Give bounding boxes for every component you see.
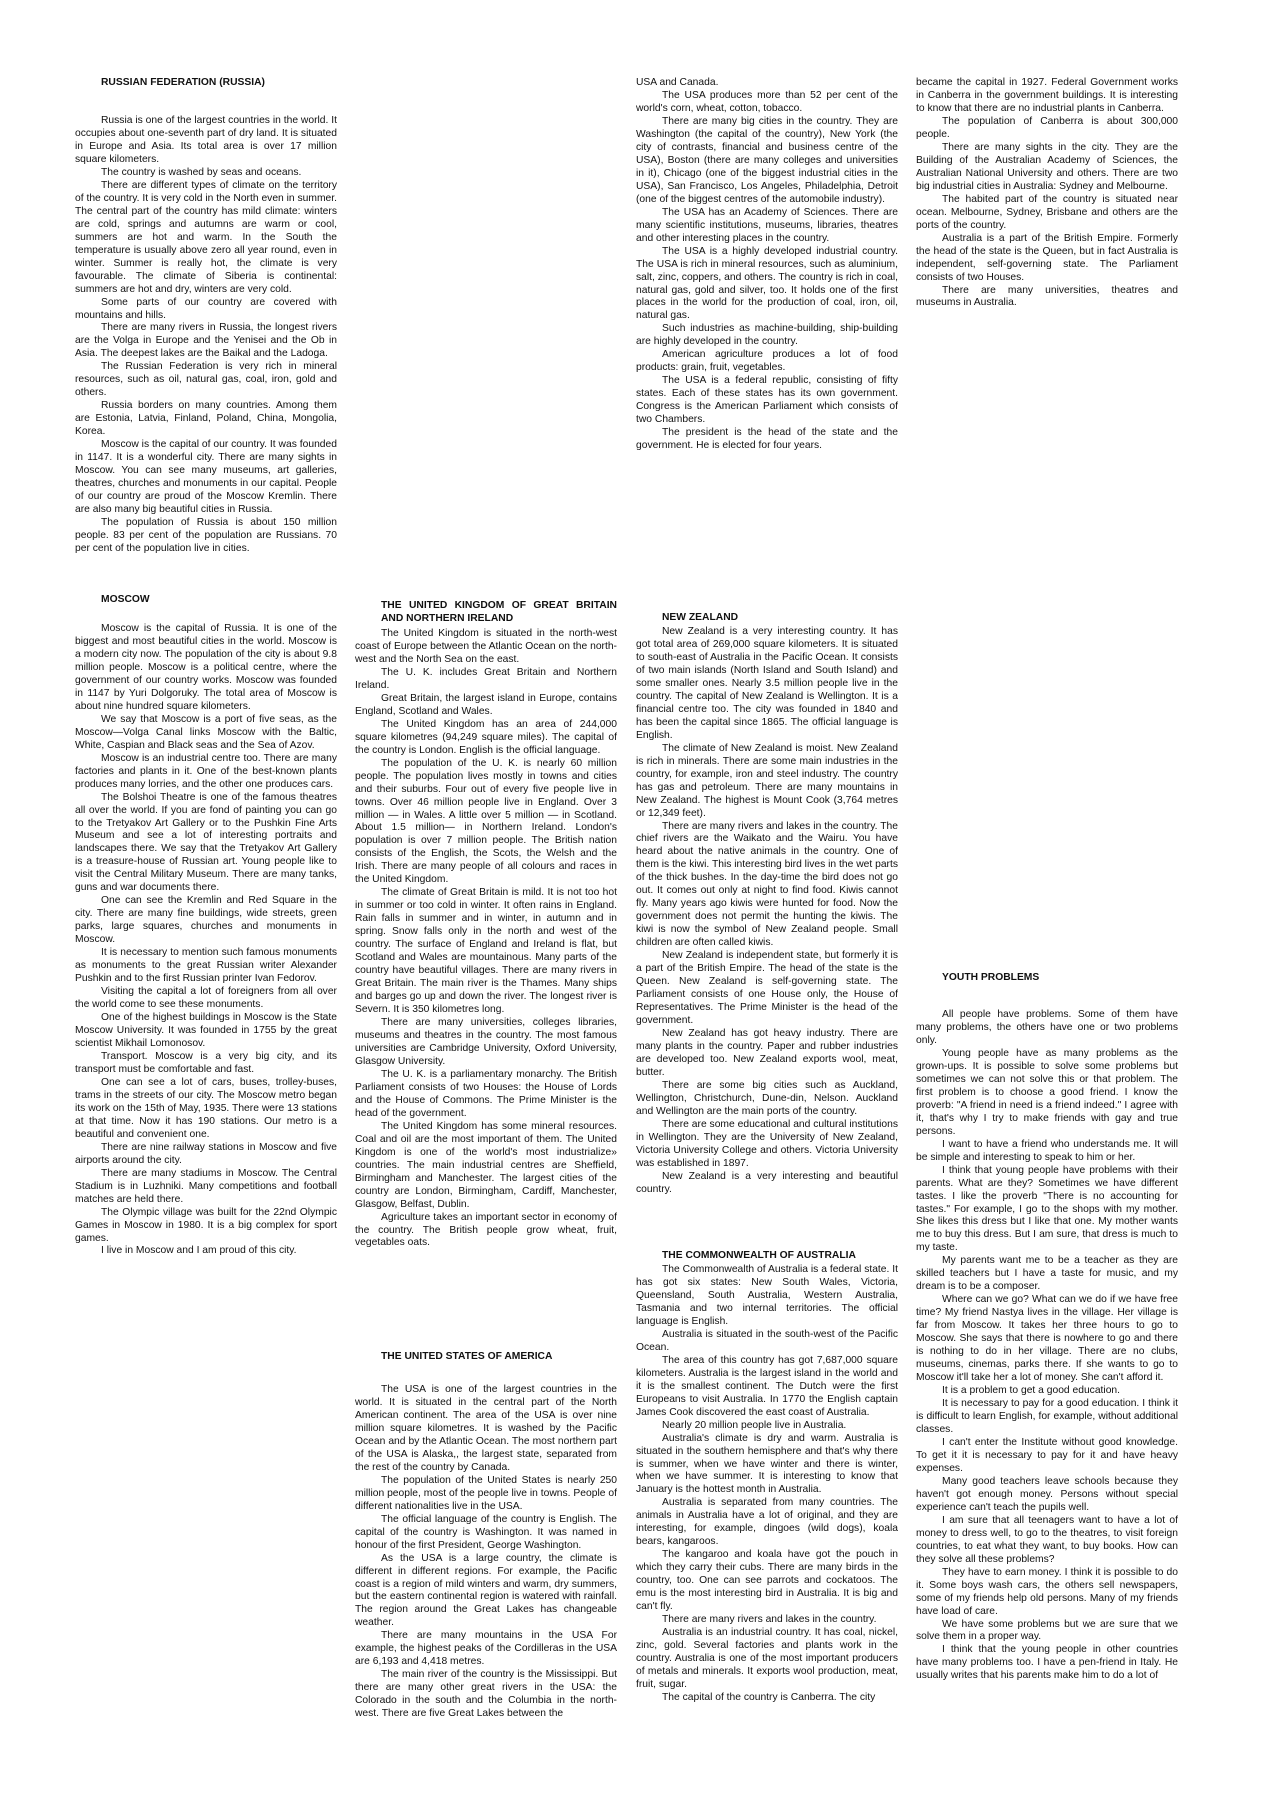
paragraph: They have to earn money. I think it is possible to do it. Some boys wash cars, the others sell newspapers, some of my friends help old persons. Many of my friends have load of care. — [916, 1566, 1178, 1617]
paragraph: We have some problems but we are sure that we solve them in a proper way. — [916, 1618, 1178, 1643]
paragraph: The climate of Great Britain is mild. It is not too hot in summer or too cold in winter. It often rains in England. Rain falls in summer and in winter, in autumn and in spring. Snow falls only in the north and west of the country. The surface of England and Ireland is flat, but Scotland and Wales are mountainous. Many parts of the country have beautiful villages. There are many rivers in Great Britain. The main river is the Thames. Many ships and barges go up and down the river. The longest river is Severn. It is 350 kilometres long. — [355, 887, 617, 1016]
section-body — [75, 115, 337, 556]
section-body — [916, 1009, 1178, 1683]
section-body — [75, 623, 337, 1258]
paragraph: The USA has an Academy of Sciences. There are many scientific institutions, museums, libraries, theatres and other interesting places in the country. — [636, 206, 898, 244]
paragraph: I can't enter the Institute without good knowledge. To get it it is necessary to pay for it and have heavy expenses. — [916, 1436, 1178, 1474]
paragraph: The official language of the country is English. The capital of the country is Washington. It was named in honour of the first President, George Washington. — [355, 1513, 617, 1551]
section-body — [916, 77, 1178, 310]
paragraph: There are many universities, colleges libraries, museums and theatres in the country. The most famous universities are Cambridge University, Oxford University, Glasgow University. — [355, 1017, 617, 1067]
section-title: THE UNITED KINGDOM OF GREAT BRITAIN AND NORTHERN IRELAND — [381, 600, 617, 624]
paragraph: I want to have a friend who understands me. It will be simple and interesting to speak to him or her. — [916, 1138, 1178, 1163]
section-body — [636, 1264, 898, 1705]
paragraph: Transport. Moscow is a very big city, and its transport must be comfortable and fast. — [75, 1050, 337, 1075]
paragraph: The USA is one of the largest countries in the world. It is situated in the central part of the North American continent. The area of the USA is over nine million square kilometres. It is washed by the Pacific Ocean and by the Atlantic Ocean. The most northern part of the USA is Alaska,, the largest state, separated from the rest of the country by Canada. — [355, 1383, 617, 1473]
paragraph: There are many rivers and lakes in the country. — [662, 1614, 877, 1626]
paragraph: I live in Moscow and I am proud of this city. — [101, 1245, 297, 1257]
paragraph: The U. K. is a parliamentary monarchy. The British Parliament consists of two Houses: the House of Lords and the House of Commons. The Prime Minister is the head of the government. — [355, 1068, 617, 1119]
paragraph: The climate of New Zealand is moist. New Zealand is rich in minerals. There are some main industries in the country, for example, iron and steel industry. The country has gas and petroleum. There are many mountains in New Zealand. The highest is Mount Cook (3,764 metres or 12,349 feet). — [636, 742, 898, 819]
paragraph: Moscow is the capital of Russia. It is one of the biggest and most beautiful cities in the world. Moscow is a modern city now. The population of the city is about 9.8 million people. Moscow is a political centre, where the government of our country works. Moscow was founded in 1147 by Yuri Dolgoruky. The total area of Moscow is about nine hundred square kilometers. — [75, 622, 337, 712]
paragraph: Great Britain, the largest island in Europe, contains England, Scotland and Wales. — [355, 692, 617, 717]
paragraph: It is a problem to get a good education. — [942, 1385, 1121, 1397]
paragraph: There are many sights in the city. They are the Building of the Australian Academy of Sciences, the Australian National University and others. There are two big industrial cities in Australia: Sydney and Melbourne. — [916, 141, 1178, 192]
paragraph: There are nine railway stations in Moscow and five airports around the city. — [75, 1141, 337, 1166]
paragraph: The United Kingdom has an area of 244,000 square kilometres (94,249 square miles). The capital of the country is London. English is the official language. — [355, 718, 617, 756]
paragraph: New Zealand has got heavy industry. There are many plants in the country. Paper and rubber industries are developed too. New Zealand exports wool, meat, butter. — [636, 1028, 898, 1078]
paragraph: The capital of the country is Canberra. The city — [662, 1691, 876, 1703]
paragraph: There are many big cities in the country. They are Washington (the capital of the country), New York (the city of contrasts, financial and business centre of the USA), Boston (there are many colleges and universities in it), Chicago (one of the biggest industrial cities in the USA), San Francisco, Los Angeles, Philadelphia, Detroit (one of the biggest centres of the automobile industry). — [636, 115, 898, 205]
paragraph: We say that Moscow is a port of five seas, as the Moscow—Volga Canal links Moscow with the Baltic, White, Caspian and Black seas and the Sea of Azov. — [75, 713, 337, 751]
paragraph: The country is washed by seas and oceans. — [101, 166, 302, 178]
new-zealand-section — [636, 612, 898, 1197]
paragraph: The president is the head of the state and the government. He is elected for four years. — [636, 427, 898, 452]
section-title: THE COMMONWEALTH OF AUSTRALIA — [662, 1250, 856, 1261]
paragraph: The U. K. includes Great Britain and Northern Ireland. — [355, 666, 617, 691]
paragraph: Some parts of our country are covered with mountains and hills. — [75, 296, 337, 321]
section-body — [636, 626, 898, 1197]
section-title: YOUTH PROBLEMS — [942, 972, 1040, 983]
paragraph: The population of the United States is nearly 250 million people, most of the people live in towns. People of different nationalities live in the USA. — [355, 1474, 617, 1512]
russia-section — [75, 77, 337, 556]
paragraph: One of the highest buildings in Moscow is the State Moscow University. It was founded in 1755 by the great scientist Mikhail Lomonosov. — [75, 1012, 337, 1049]
paragraph: The USA is a federal republic, consisting of fifty states. Each of these states has its own government. Congress is the American Parliament which consists of two Chambers. — [636, 375, 898, 426]
paragraph: The USA is a highly developed industrial country. The USA is rich in mineral resources, such as aluminium, salt, zinc, coppers, and others. The country is rich in coal, natural gas, gold and silver, too. It holds one of the first places in the world for the production of coal, iron, oil, natural gas. — [636, 245, 898, 322]
section-body — [636, 90, 898, 453]
paragraph: There are many rivers and lakes in the country. The chief rivers are the Waikato and the Wairu. You have heard about the native animals in the country. One of them is the kiwi. This interesting bird lives in the wet parts of the thick bushes. In the day-time the bird does not go out. It comes out only at night to find food. Kiwis cannot fly. Many years ago kiwis were hunted for food. Now the government does not permit the hunting the kiwis. The kiwi is now the symbol of New Zealand people. Small children are often called kiwis. — [636, 820, 898, 949]
paragraph: Australia is a part of the British Empire. Formerly the head of the state is the Queen, but in fact Australia is independent, self-governing state. The Parliament consists of two Houses. — [916, 232, 1178, 283]
continued-lead: USA and Canada. — [636, 77, 719, 88]
paragraph: Russia is one of the largest countries in the world. It occupies about one-seventh part of dry land. It is situated in Europe and Asia. Its total area is over 17 million square kilometers. — [75, 114, 337, 165]
paragraph: One can see a lot of cars, buses, trolley-buses, trams in the streets of our city. The Moscow metro began its work on the 15th of May, 1935. There were 13 stations at that time. Now it has 190 stations. Our metro is a beautiful and convenient one. — [75, 1076, 337, 1140]
paragraph: Nearly 20 million people live in Australia. — [662, 1419, 847, 1431]
australia-continued — [916, 77, 1178, 310]
moscow-section — [75, 594, 337, 1258]
paragraph: Where can we go? What can we do if we have free time? My friend Nastya lives in the village. Her village is far from Moscow. It takes her three hours to go to Moscow. She says that there is nowhere to go and there is nothing to do in her village. There are no clubs, museums, cinemas, parks there. If she wants to go to Moscow it'll take her a lot of money. She can't afford it. — [916, 1294, 1178, 1384]
paragraph: There are some big cities such as Auckland, Wellington, Christchurch, Dune-din, Nelson. Auckland and Wellington are the main ports of the country. — [636, 1079, 898, 1117]
paragraph: The population of Russia is about 150 million people. 83 per cent of the population are Russians. 70 per cent of the population live in cities. — [75, 517, 337, 554]
section-body — [355, 1384, 617, 1721]
paragraph: Young people have as many problems as the grown-ups. It is possible to solve some problems but sometimes we can not solve this or that problem. The first problem is to choose a good friend. I know the proverb: "A friend in need is a friend indeed." I agree with it, that's why I try to make friends with gay and true persons. — [916, 1047, 1178, 1137]
paragraph: Visiting the capital a lot of foreigners from all over the world come to see these monuments. — [75, 986, 337, 1011]
paragraph: Australia's climate is dry and warm. Australia is situated in the southern hemisphere and that's why there is summer, when we have winter and there is winter, when we have summer. It is interesting to know that January is the hottest month in Australia. — [636, 1432, 898, 1496]
paragraph: I am sure that all teenagers want to have a lot of money to dress well, to go to the theatres, to visit foreign countries, to eat what they want, to buy books. How can they solve all these problems? — [916, 1514, 1178, 1565]
paragraph: The Bolshoi Theatre is one of the famous theatres all over the world. If you are fond of painting you can go to the Tretyakov Art Gallery or to the Pushkin Fine Arts Museum and see a lot of interesting portraits and landscapes there. We say that the Tretyakov Art Gallery is a treasure-house of Russian art. Young people like to visit the Central Military Museum. There are many tanks, guns and war documents there. — [75, 791, 337, 894]
paragraph: Moscow is the capital of our country. It was founded in 1147. It is a wonderful city. There are many sights in Moscow. You can see many museums, art galleries, theatres, churches and monuments in our capital. People of our country are proud of the Moscow Kremlin. There are also many big beautiful cities in Russia. — [75, 439, 337, 516]
paragraph: Moscow is an industrial centre too. There are many factories and plants in it. One of the best-known plants produces many lorries, and the other one produces cars. — [75, 752, 337, 790]
australia-section — [636, 1250, 898, 1705]
paragraph: New Zealand is a very interesting and beautiful country. — [636, 1170, 898, 1195]
section-title: NEW ZEALAND — [662, 612, 739, 623]
paragraph: Australia is an industrial country. It has coal, nickel, zinc, gold. Several factories and plants work in the country. Australia is one of the most important producers of metals and minerals. It exports wool production, meat, fruit, sugar. — [636, 1627, 898, 1690]
paragraph: The USA produces more than 52 per cent of the world's corn, wheat, cotton, tobacco. — [636, 89, 898, 114]
paragraph: The United Kingdom is situated in the north-west coast of Europe between the Atlantic Ocean on the north-west and the North Sea on the east. — [355, 627, 617, 665]
paragraph: American agriculture produces a lot of food products: grain, fruit, vegetables. — [636, 349, 898, 374]
paragraph: My parents want me to be a teacher as they are skilled teachers but I have a taste for music, and my dream is to be a composer. — [916, 1255, 1178, 1293]
uk-section — [355, 600, 617, 1250]
paragraph: Such industries as machine-building, ship-building are highly developed in the country. — [636, 323, 898, 348]
paragraph: Australia is separated from many countries. The animals in Australia have a lot of original, and they are interesting, for example, dingoes (wild dogs), koala bears, kangaroos. — [636, 1497, 898, 1548]
section-body — [355, 628, 617, 1251]
paragraph: The main river of the country is the Mississippi. But there are many other great rivers in the USA: the Colorado in the south and the Columbia in the north-west. There are five Great Lakes between the — [355, 1669, 617, 1720]
paragraph: There are many mountains in the USA For example, the highest peaks of the Cordilleras in the USA are 6,193 and 4,418 metres. — [355, 1630, 617, 1668]
paragraph: became the capital in 1927. Federal Government works in Canberra in the government buildings. It is interesting to know that there are no industrial plants in Canberra. — [916, 77, 1178, 114]
paragraph: As the USA is a large country, the climate is different in different regions. For example, the Pacific coast is a region of mild winters and warm, dry summers, but the eastern continental region is watered with rainfall. The region around the Great Lakes has changeable weather. — [355, 1552, 617, 1629]
paragraph: One can see the Kremlin and Red Square in the city. There are many fine buildings, wide streets, green parks, large squares, churches and monuments in Moscow. — [75, 895, 337, 946]
paragraph: The population of Canberra is about 300,000 people. — [916, 115, 1178, 140]
paragraph: Russia borders on many countries. Among them are Estonia, Latvia, Finland, Poland, China, Mongolia, Korea. — [75, 400, 337, 438]
paragraph: The population of the U. K. is nearly 60 million people. The population lives mostly in towns and cities and their suburbs. Four out of every five people live in towns. Over 46 million people live in England. Over 3 million — in Wales. A little over 5 million — in Scotland. About 1.5 million— in Northern Ireland. London's population is over 7 million people. The British nation consists of the English, the Scots, the Welsh and the Irish. There are many people of all colours and races in the United Kingdom. — [355, 757, 617, 886]
paragraph: New Zealand is a very interesting country. It has got total area of 269,000 square kilometers. It is situated to south-east of Australia in the Pacific Ocean. It consists of two main islands (North Island and South Island) and some smaller ones. Nearly 3.5 million people live in the country. The capital of New Zealand is Wellington. It is a financial centre too. The city was founded in 1840 and has been the capital since 1865. The official language is English. — [636, 625, 898, 741]
paragraph: The kangaroo and koala have got the pouch in which they carry their cubs. There are many birds in the country, too. One can see parrots and cockatoos. The emu is the most interesting bird in Australia. It is big and can't fly. — [636, 1549, 898, 1613]
paragraph: The Commonwealth of Australia is a federal state. It has got six states: New South Wales, Victoria, Queensland, South Australia, Western Australia, Tasmania and two internal territories. The official language is English. — [636, 1263, 898, 1327]
usa-continued — [636, 77, 898, 453]
paragraph: New Zealand is independent state, but formerly it is a part of the British Empire. The head of the state is the Queen. New Zealand is self-governing state. The Parliament consists of one House only, the House of Representatives. The Prime Minister is the head of the government. — [636, 950, 898, 1027]
paragraph: The area of this country has got 7,687,000 square kilometers. Australia is the largest island in the world and it is the smallest continent. The Dutch were the first Europeans to visit Australia. In 1770 the English captain James Cook discovered the east coast of Australia. — [636, 1354, 898, 1418]
paragraph: There are many rivers in Russia, the longest rivers are the Volga in Europe and the Yenisei and the Ob in Asia. The deepest lakes are the Baikal and the Ladoga. — [75, 322, 337, 360]
paragraph: Many good teachers leave schools because they haven't got enough money. Persons without special experience can't teach the pupils well. — [916, 1475, 1178, 1513]
paragraph: All people have problems. Some of them have many problems, the others have one or two problems only. — [916, 1008, 1178, 1046]
paragraph: It is necessary to pay for a good education. I think it is difficult to learn English, for example, without additional classes. — [916, 1398, 1178, 1435]
paragraph: The United Kingdom has some mineral resources. Coal and oil are the most important of them. The United Kingdom is one of the world's most industrialize» countries. The main industrial centres are Sheffield, Birmingham and Manchester. The largest cities of the country are London, Birmingham, Cardiff, Manchester, Glasgow, Belfast, Dublin. — [355, 1120, 617, 1210]
section-title: MOSCOW — [101, 594, 150, 605]
usa-section — [355, 1351, 617, 1721]
paragraph: I think that young people have problems with their parents. What are they? Sometimes we have different tastes. I like the proverb "There is no accounting for tastes." For example, I go to the shops with my mother. She likes this dress but I like that one. My mother wants me to buy this dress. But I am sure, that dress is much to my taste. — [916, 1164, 1178, 1254]
paragraph: It is necessary to mention such famous monuments as monuments to the great Russian writer Alexander Pushkin and to the first Russian printer Ivan Fedorov. — [75, 947, 337, 985]
paragraph: There are different types of climate on the territory of the country. It is very cold in the North even in summer. The central part of the country has mild climate: winters are cold, springs and autumns are warm or cool, summers are hot and warm. In the South the temperature is usually above zero all year round, even in winter. Summer is really hot, the climate is very favourable. The climate of Siberia is continental: summers are hot and dry, winters are very cold. — [75, 179, 337, 295]
section-title: THE UNITED STATES OF AMERICA — [381, 1351, 553, 1362]
paragraph: Agriculture takes an important sector in economy of the country. The British people grow wheat, fruit, vegetables oats. — [355, 1211, 617, 1249]
paragraph: The habited part of the country is situated near ocean. Melbourne, Sydney, Brisbane and others are the ports of the country. — [916, 193, 1178, 231]
paragraph: There are many stadiums in Moscow. The Central Stadium is in Luzhniki. Many competitions and football matches are held there. — [75, 1167, 337, 1205]
paragraph: The Olympic village was built for the 22nd Olympic Games in Moscow in 1980. It is a big complex for sport games. — [75, 1206, 337, 1244]
paragraph: The Russian Federation is very rich in mineral resources, such as oil, natural gas, coal, iron, gold and others. — [75, 361, 337, 399]
paragraph: I think that the young people in other countries have many problems too. I have a pen-friend in Italy. He usually writes that his parents make him to do a lot of — [916, 1644, 1178, 1682]
youth-problems-section — [916, 972, 1178, 1683]
paragraph: Australia is situated in the south-west of the Pacific Ocean. — [636, 1328, 898, 1353]
section-title: RUSSIAN FEDERATION (RUSSIA) — [101, 77, 265, 88]
paragraph: There are some educational and cultural institutions in Wellington. They are the University of New Zealand, Victoria University College and others. Victoria University was established in 1897. — [636, 1118, 898, 1169]
paragraph: There are many universities, theatres and museums in Australia. — [916, 284, 1178, 309]
